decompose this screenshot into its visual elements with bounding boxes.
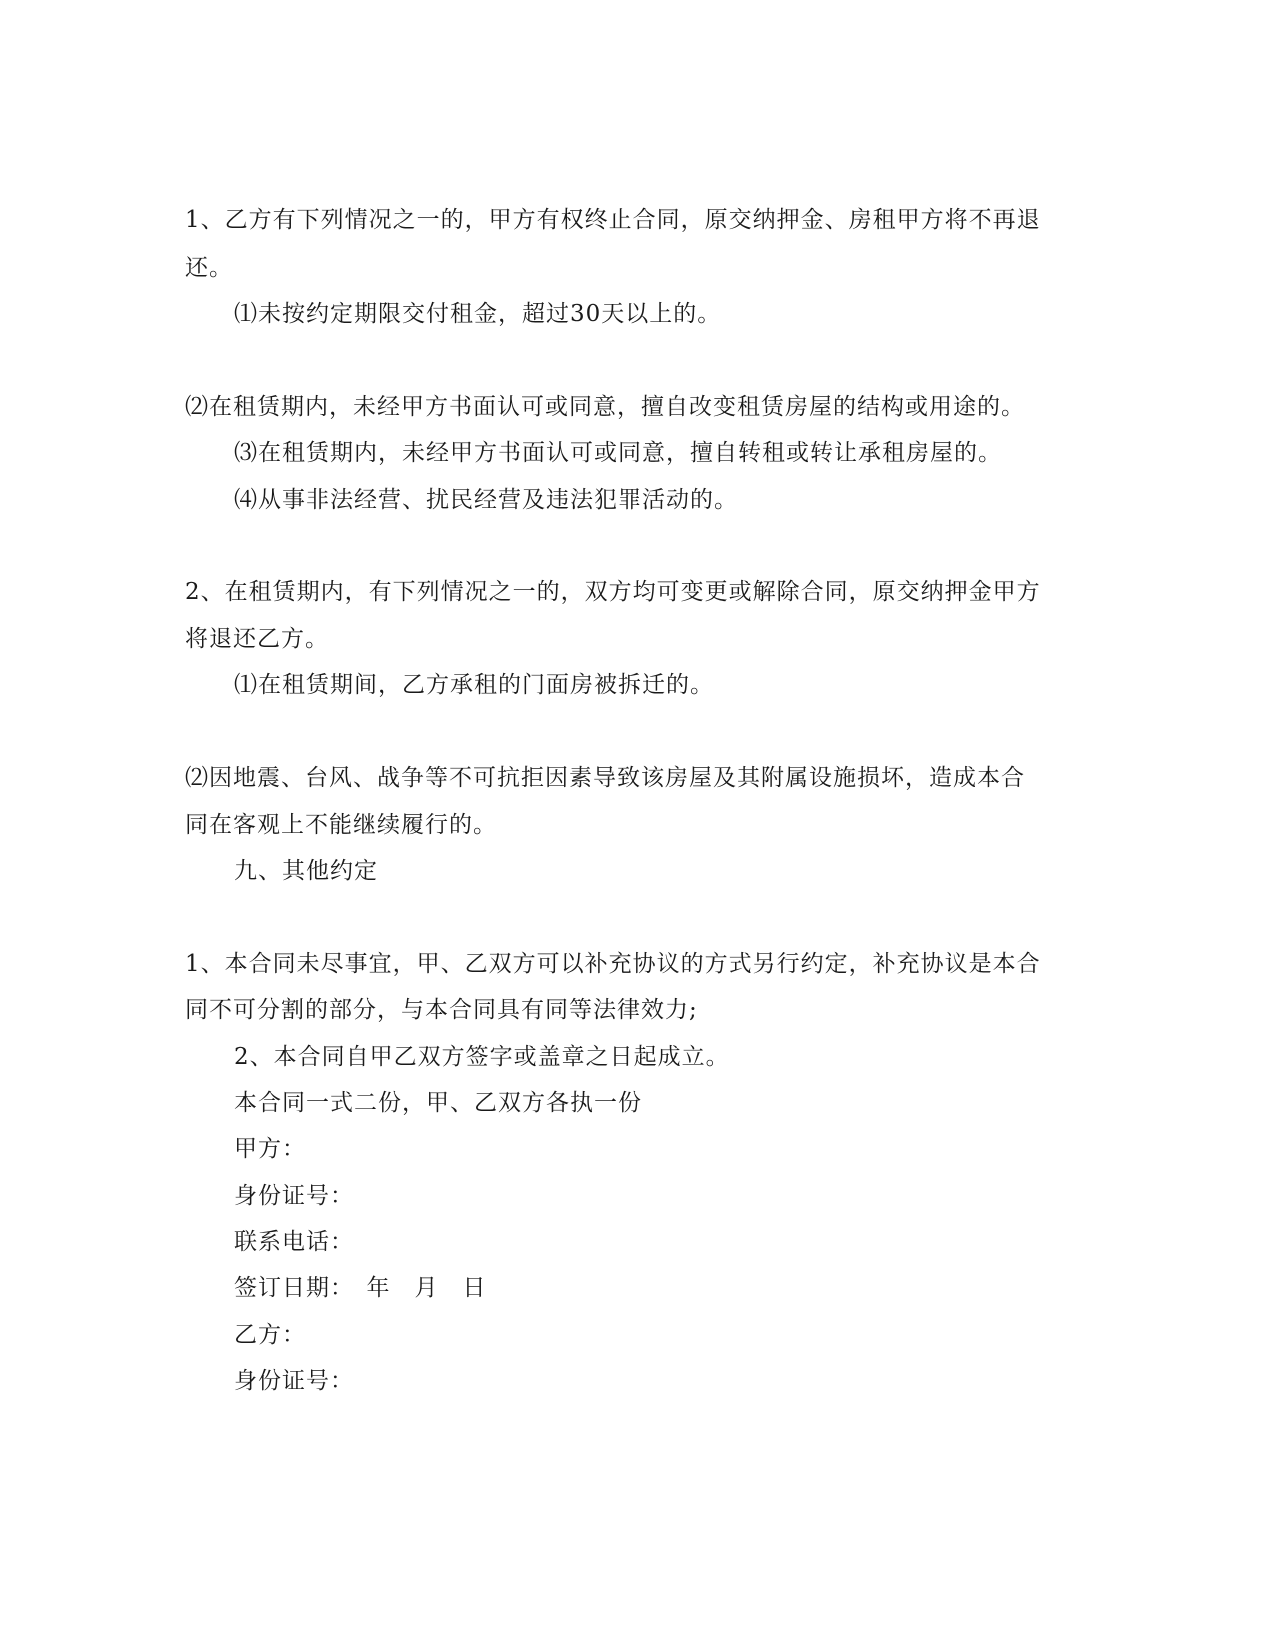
id-number-a-label: 身份证号： [234, 1183, 354, 1209]
change-intro-line1: 2、在租赁期内，有下列情况之一的，双方均可变更或解除合同，原交纳押金甲方 [185, 579, 1041, 605]
termination-item-2: ⑵在租赁期内，未经甲方书面认可或同意，擅自改变租赁房屋的结构或用途的。 [185, 394, 1025, 420]
id-number-b-label: 身份证号： [234, 1368, 354, 1394]
termination-intro-line1: 1、乙方有下列情况之一的，甲方有权终止合同，原交纳押金、房租甲方将不再退 [185, 207, 1041, 233]
change-item-1: ⑴在租赁期间，乙方承租的门面房被拆迁的。 [234, 672, 714, 698]
sign-date-label: 签订日期： 年 月 日 [234, 1275, 487, 1301]
phone-label: 联系电话： [234, 1229, 354, 1255]
copies-statement: 本合同一式二份，甲、乙双方各执一份 [234, 1090, 642, 1116]
change-intro-line2: 将退还乙方。 [185, 626, 329, 652]
termination-intro-line2: 还。 [185, 255, 233, 281]
section-nine-heading: 九、其他约定 [234, 858, 378, 884]
section-nine-item-1-line1: 1、本合同未尽事宜，甲、乙双方可以补充协议的方式另行约定，补充协议是本合 [185, 951, 1041, 977]
termination-item-3: ⑶在租赁期内，未经甲方书面认可或同意，擅自转租或转让承租房屋的。 [234, 440, 1002, 466]
termination-item-1: ⑴未按约定期限交付租金，超过30天以上的。 [234, 301, 722, 327]
termination-item-4: ⑷从事非法经营、扰民经营及违法犯罪活动的。 [234, 487, 738, 513]
party-b-label: 乙方： [234, 1322, 306, 1348]
section-nine-item-2: 2、本合同自甲乙双方签字或盖章之日起成立。 [234, 1044, 730, 1070]
party-a-label: 甲方： [234, 1136, 306, 1162]
section-nine-item-1-line2: 同不可分割的部分，与本合同具有同等法律效力; [185, 997, 698, 1023]
change-item-2-line2: 同在客观上不能继续履行的。 [185, 812, 497, 838]
change-item-2-line1: ⑵因地震、台风、战争等不可抗拒因素导致该房屋及其附属设施损坏，造成本合 [185, 765, 1025, 791]
